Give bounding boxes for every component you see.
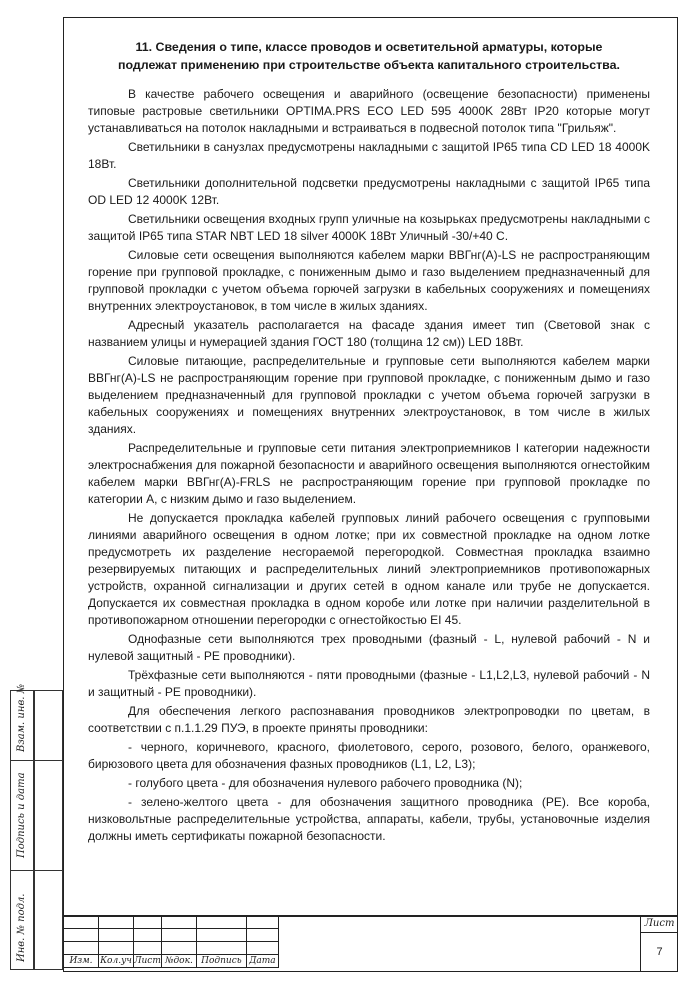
- paragraph: В качестве рабочего освещения и аварийного (освещение безопасности) применены типовые растровые светильники OPTIMA.PRS ECO LED 595 4000K 28Вт IP20 которые могут устанавливаться на потолок накладными и встраиваться в подвесной потолок типа "Грильяж".: [88, 87, 650, 135]
- list-item: - зелено-желтого цвета - для обозначения защитного проводника (PE). Все короба, низковольтные распределительные устройства, аппараты, кабели, трубы, установочные изделия должны иметь сертификаты пожарной безопасности.: [88, 795, 650, 843]
- paragraph: Адресный указатель располагается на фасаде здания имеет тип (Световой знак с названием улицы и нумерацией здания ГОСТ 180 (толщина 12 см)) LED 18Вт.: [88, 318, 650, 349]
- sheet-box: [640, 915, 678, 972]
- col-ndok: №док.: [161, 955, 196, 968]
- paragraph: Силовые питающие, распределительные и групповые сети выполняются кабелем марки ВВГнг(А)-LS не распространяющим горение при групповой прокладке, с пониженным дымо и газо выделением предназначенный для групповой прокладки с учетом объема горючей загрузки в кабельных сооружениях и помещениях внутренних электроустановок, в том числе в жилых зданиях.: [88, 354, 650, 436]
- side-stamp-divider: [10, 760, 63, 761]
- section-title-line-2: подлежат применению при строительстве объекта капитального строительства.: [118, 58, 620, 72]
- sheet-number: 7: [656, 946, 663, 958]
- list-item: - голубого цвета - для обозначения нулевого рабочего проводника (N);: [128, 776, 523, 790]
- title-block: [63, 915, 678, 972]
- section-title-line-1: 11. Сведения о типе, классе проводов и осветительной арматуры, которые: [135, 40, 603, 54]
- paragraph: Силовые сети освещения выполняются кабелем марки ВВГнг(А)-LS не распространяющим горение при групповой прокладке, с пониженным дымо и газо выделением предназначенный для групповой прокладки с учетом объема горючей загрузки в кабельных сооружениях и помещениях внутренних электроустановок, в том числе в жилых зданиях.: [88, 248, 650, 313]
- title-block-grid: [63, 915, 279, 968]
- col-list: Лист: [134, 956, 161, 966]
- side-stamp-value-column: [34, 690, 63, 970]
- document-body: [88, 38, 650, 847]
- side-label-sign-date: Подпись и дата: [16, 772, 27, 858]
- paragraph: Трёхфазные сети выполняются - пяти проводными (фазные - L1,L2,L3, нулевой рабочий - N и защитный - PE проводники).: [88, 668, 650, 699]
- paragraph: Светильники в санузлах предусмотрены накладными с защитой IP65 типа CD LED 18 4000K 18Вт.: [88, 140, 650, 171]
- section-title: [88, 38, 650, 74]
- col-izm: Изм.: [64, 955, 99, 968]
- title-block-top-border: [63, 915, 678, 917]
- col-podpis: Подпись: [196, 955, 246, 968]
- col-data: Дата: [246, 955, 278, 968]
- side-stamp-divider: [10, 870, 63, 871]
- side-label-inv-orig: Инв. № подл.: [16, 893, 27, 962]
- side-stamp: [10, 683, 60, 970]
- side-label-inv-sub: Взам. инв. №: [16, 683, 27, 752]
- paragraph: Однофазные сети выполняются трех проводными (фазный - L, нулевой рабочий - N и нулевой защитный - PE проводники).: [88, 632, 650, 663]
- sheet-label: Лист: [641, 915, 678, 933]
- col-koluch: Кол.уч: [100, 956, 132, 966]
- paragraph: Для обеспечения легкого распознавания проводников электропроводки по цветам, в соответствии с п.1.1.29 ПУЭ, в проекте приняты проводники:: [88, 704, 650, 735]
- paragraph: Светильники дополнительной подсветки предусмотрены накладными с защитой IP65 типа OD LED 12 4000K 12Вт.: [88, 176, 650, 207]
- paragraph: Светильники освещения входных групп уличные на козырьках предусмотрены накладными с защитой IP65 типа STAR NBT LED 18 silver 4000K 18Вт Уличный -30/+40 С.: [88, 212, 650, 243]
- list-item: - черного, коричневого, красного, фиолетового, серого, розового, белого, оранжевого, бирюзового цвета для обозначения фазных проводников (L1, L2, L3);: [88, 740, 650, 771]
- paragraph: Не допускается прокладка кабелей групповых линий рабочего освещения с групповыми линиями аварийного освещения в одном лотке; при их совместной прокладке на одном лотке предусмотреть их разделение несгораемой перегородкой. Совместная прокладка взаимно резервируемых питающих и распределительных линий электроприемников противопожарных устройств, охранной сигнализации и других сетей в одном канале или трубе не допускается. Допускается их совместная прокладка в одном коробе или лотке при наличии разделительной в противопожарном отношении перегородки с огнестойкостью EI 45.: [88, 511, 650, 627]
- paragraph: Распределительные и групповые сети питания электроприемников I категории надежности электроснабжения для пожарной безопасности и аварийного освещения выполняются огнестойким кабелем марки ВВГнг(А)-FRLS не распространяющим горение при групповой прокладке по категории А, с низким дымо и газо выделением.: [88, 441, 650, 506]
